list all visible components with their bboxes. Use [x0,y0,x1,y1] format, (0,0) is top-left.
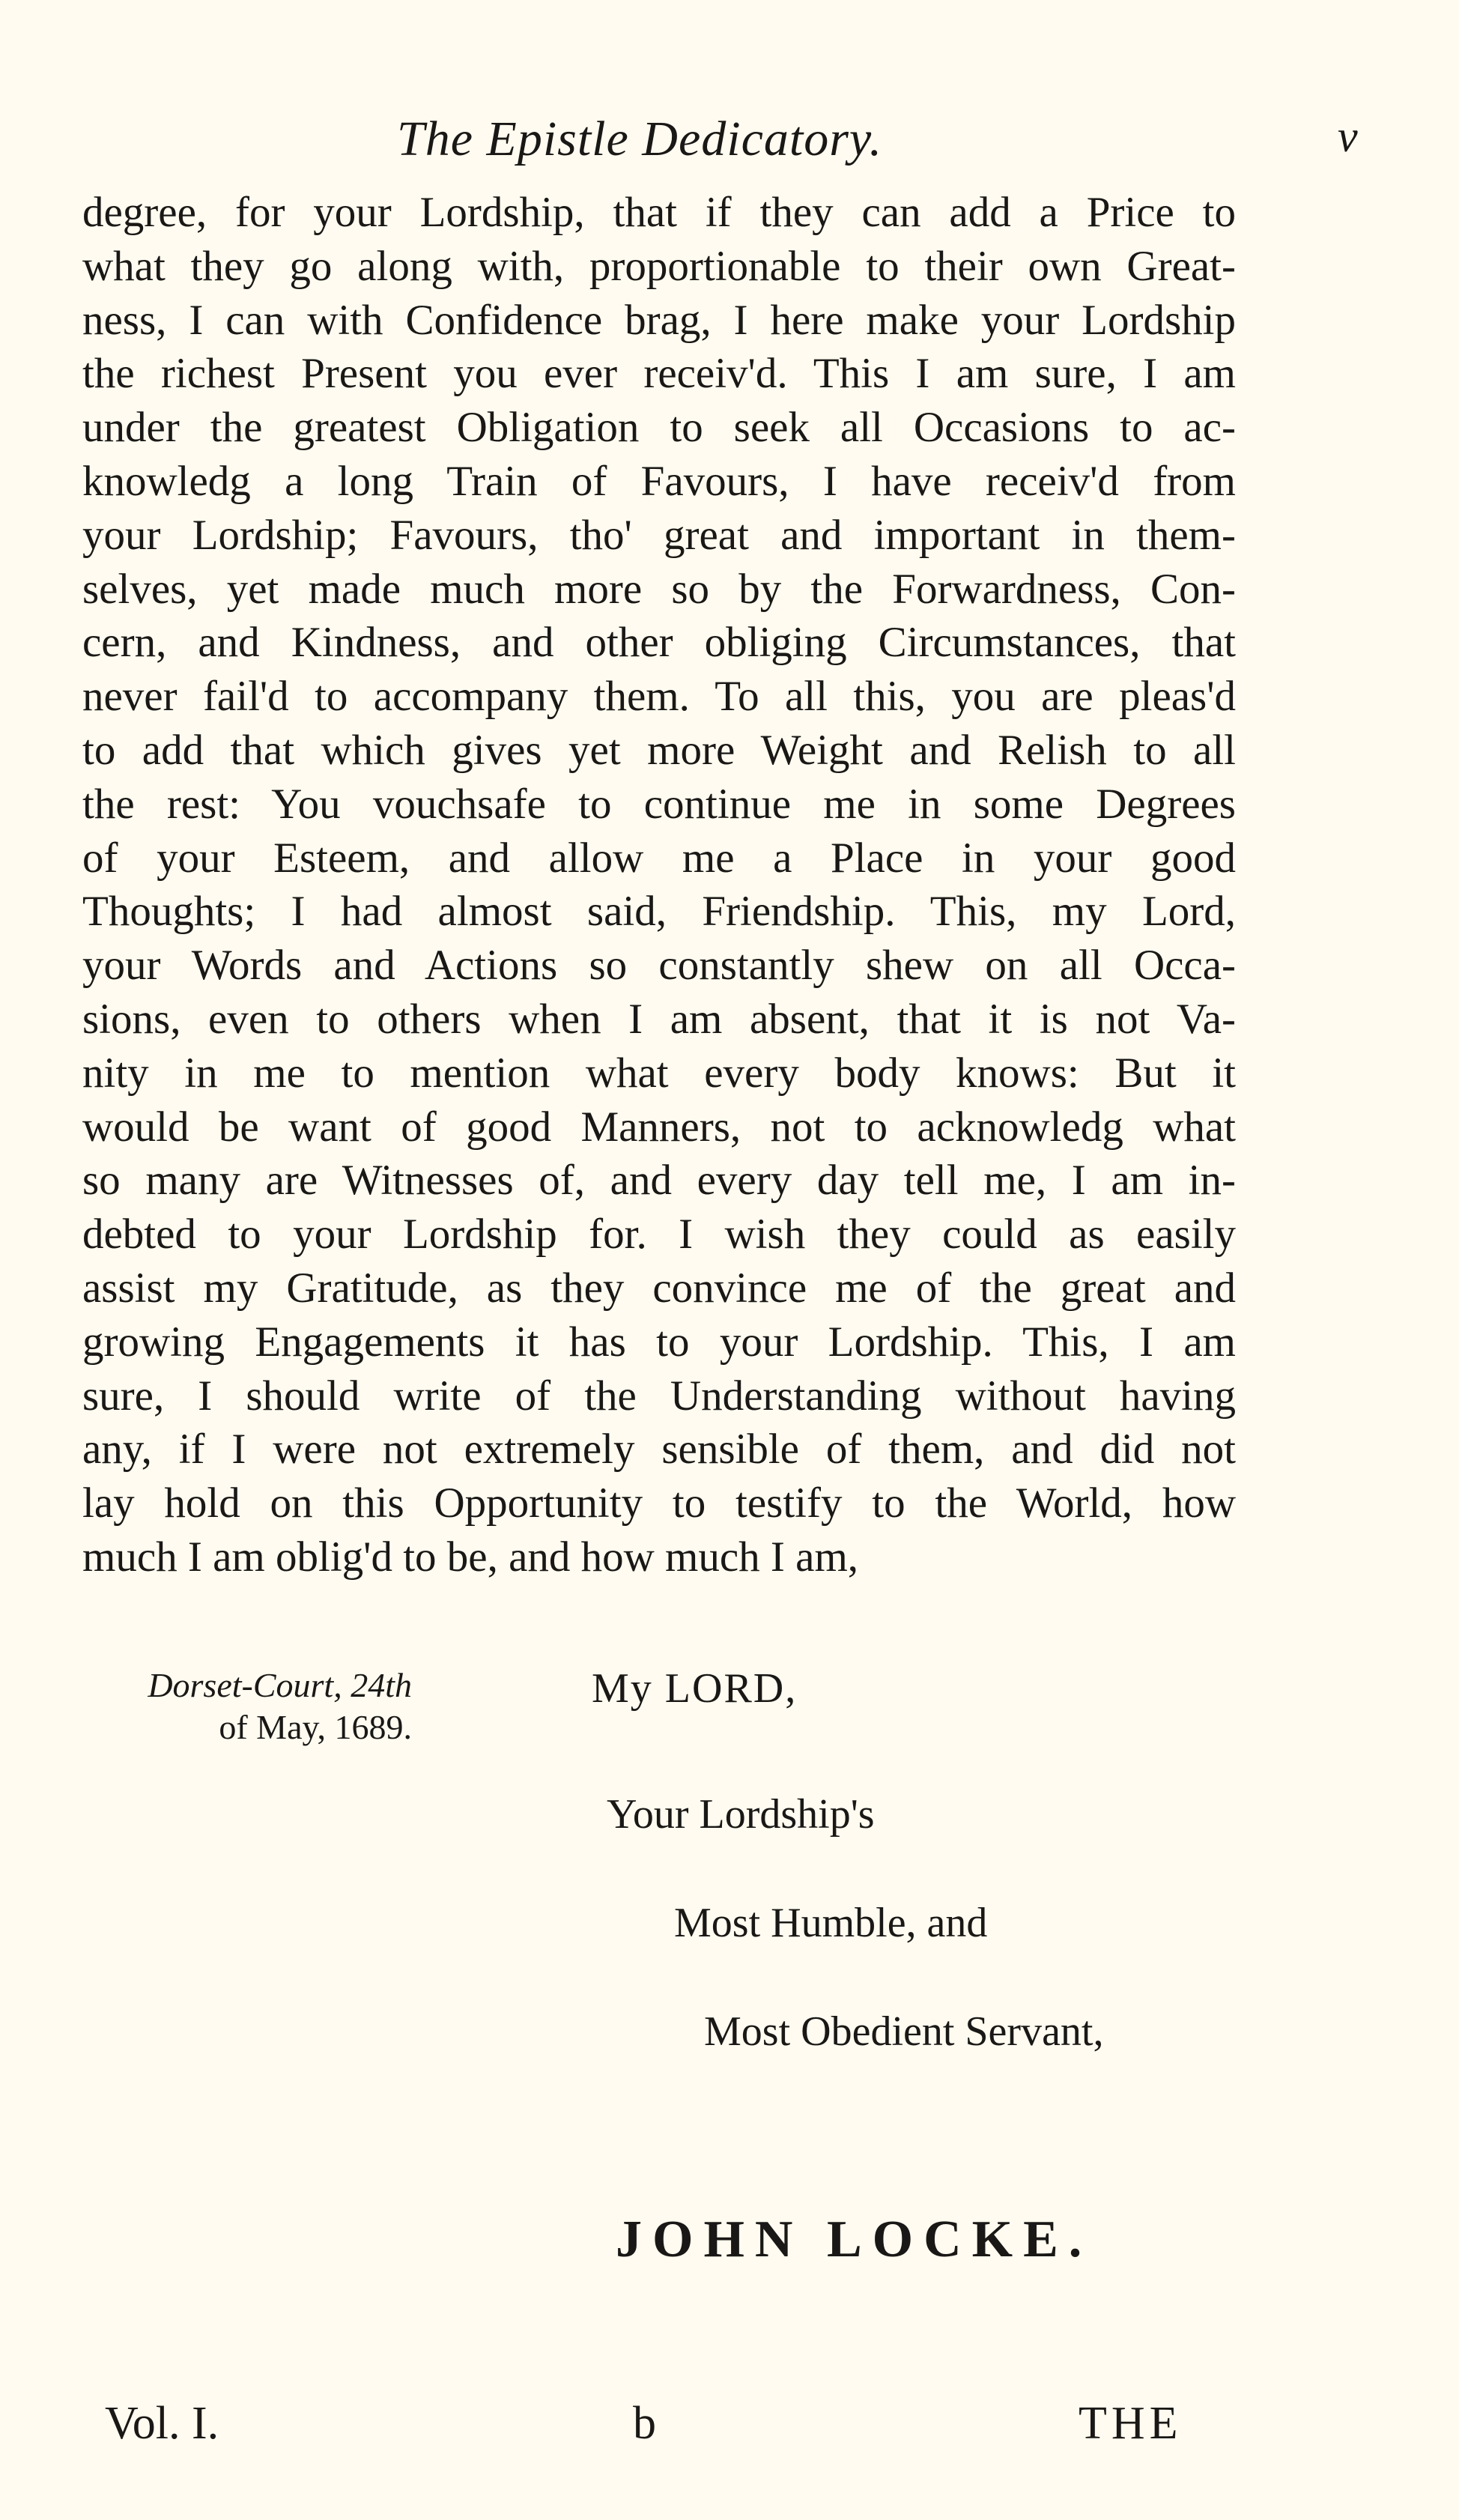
author-name: JOHN LOCKE. [616,2211,1093,2268]
running-title: The Epistle Dedicatory. [397,112,883,166]
dateline-place: Dorset-Court, 24th [148,1666,412,1704]
text-line: under the greatest Obligation to seek all Occasions to ac- [82,404,1236,452]
text-line: sure, I should write of the Understanding without having [82,1372,1236,1420]
text-line: degree, for your Lordship, that if they can add a Price to [82,189,1236,236]
catchword: THE [1079,2398,1183,2449]
text-line: lay hold on this Opportunity to testify to the World, how [82,1479,1236,1527]
text-line: any, if I were not extremely sensible of them, and did not [82,1426,1236,1473]
text-line: knowledg a long Train of Favours, I have receiv'd from [82,457,1236,505]
text-line: selves, yet made much more so by the Forwardness, Con- [82,565,1236,613]
text-line: your Lordship; Favours, tho' great and important in them- [82,511,1236,559]
salutation: My LORD, [592,1665,798,1712]
closing-line-1: Your Lordship's [607,1791,875,1838]
page-footer [0,2397,1459,2457]
text-line: the rest: You vouchsafe to continue me in some Degrees [82,780,1236,828]
signature-mark: b [633,2398,656,2449]
closing-line-3: Most Obedient Servant, [704,2008,1104,2055]
running-head [0,111,1459,171]
text-line: much I am oblig'd to be, and how much I am, [82,1533,859,1581]
text-line: of your Esteem, and allow me a Place in your good [82,834,1236,882]
text-line: cern, and Kindness, and other obliging Circumstances, that [82,619,1236,667]
text-line: what they go along with, proportionable to their own Great- [82,242,1236,290]
dateline-date: of May, 1689. [219,1708,412,1746]
text-line: to add that which gives yet more Weight and Relish to all [82,726,1236,774]
text-line: never fail'd to accompany them. To all this, you are pleas'd [82,673,1236,721]
text-line: debted to your Lordship for. I wish they could as easily [82,1211,1236,1259]
dateline [105,1665,412,1748]
text-line: sions, even to others when I am absent, that it is not Va- [82,995,1236,1043]
text-line: the richest Present you ever receiv'd. This I am sure, I am [82,350,1236,398]
text-line: assist my Gratitude, as they convince me of the great and [82,1264,1236,1312]
text-line: growing Engagements it has to your Lordship. This, I am [82,1318,1236,1366]
closing-line-2: Most Humble, and [674,1900,988,1946]
page-number: v [1338,112,1358,161]
text-line: your Words and Actions so constantly shew on all Occa- [82,942,1236,990]
text-line: so many are Witnesses of, and every day tell me, I am in- [82,1157,1236,1205]
text-line: would be want of good Manners, not to acknowledg what [82,1103,1236,1151]
dedication-text [82,186,1236,1584]
volume-label: Vol. I. [105,2398,219,2449]
text-line: nity in me to mention what every body knows: But it [82,1049,1236,1097]
text-line: Thoughts; I had almost said, Friendship. This, my Lord, [82,888,1236,936]
text-line: ness, I can with Confidence brag, I here make your Lordship [82,296,1236,344]
